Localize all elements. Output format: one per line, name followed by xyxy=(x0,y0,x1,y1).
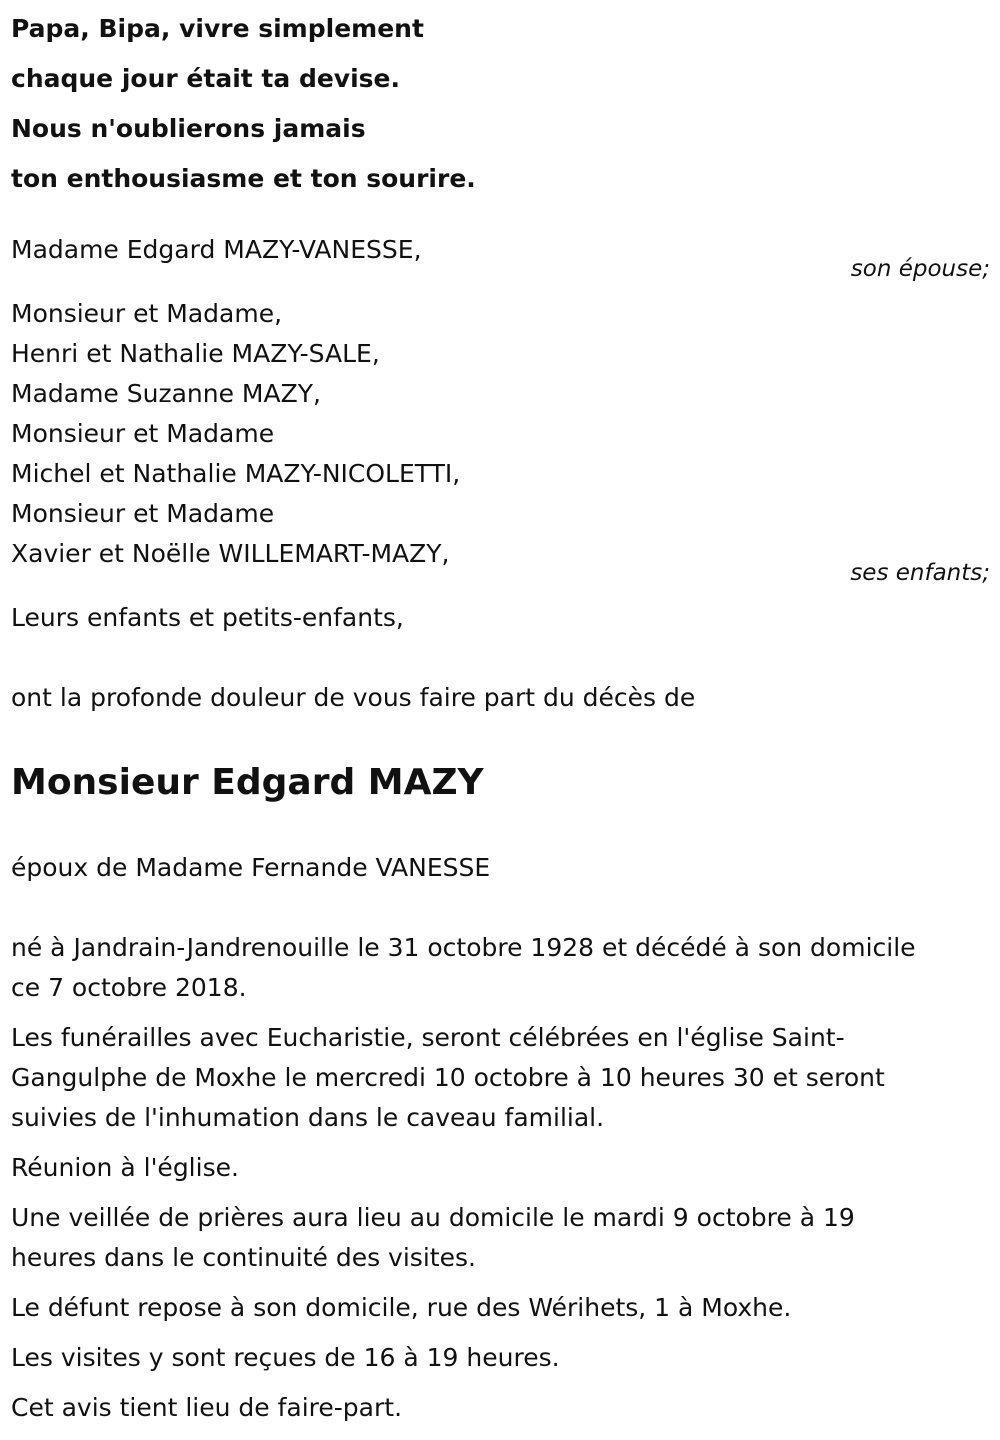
birth-death-paragraph xyxy=(11,928,990,1008)
motto-line: Nous n'oublierons jamais xyxy=(11,114,366,143)
born-line: né à Jandrain-Jandrenouille le 31 octobre 1928 et décédé à son domicile xyxy=(11,933,916,962)
vigil-line: heures dans le continuité des visites. xyxy=(11,1243,476,1272)
child-line: Monsieur et Madame xyxy=(11,419,275,448)
children-section xyxy=(11,294,990,588)
vigil-paragraph xyxy=(11,1198,990,1278)
funeral-line: Gangulphe de Moxhe le mercredi 10 octobre à 10 heures 30 et seront xyxy=(11,1063,885,1092)
motto xyxy=(11,4,990,204)
motto-line: chaque jour était ta devise. xyxy=(11,64,400,93)
repose: Le défunt repose à son domicile, rue des Wérihets, 1 à Moxhe. xyxy=(11,1293,792,1322)
child-line: Monsieur et Madame xyxy=(11,499,275,528)
spouse-section xyxy=(11,230,990,284)
spouse-line: Madame Edgard MAZY-VANESSE, xyxy=(11,235,422,264)
reunion: Réunion à l'église. xyxy=(11,1153,239,1182)
motto-line: Papa, Bipa, vivre simplement xyxy=(11,14,424,43)
children-role: ses enfants; xyxy=(850,560,990,586)
notice: Cet avis tient lieu de faire-part. xyxy=(11,1393,403,1422)
funeral-paragraph xyxy=(11,1018,990,1138)
child-line: Monsieur et Madame, xyxy=(11,299,283,328)
deceased-name: Monsieur Edgard MAZY xyxy=(11,762,484,803)
born-line: ce 7 octobre 2018. xyxy=(11,973,247,1002)
child-line: Madame Suzanne MAZY, xyxy=(11,379,321,408)
child-line: Xavier et Noëlle WILLEMART-MAZY, xyxy=(11,539,450,568)
visits: Les visites y sont reçues de 16 à 19 heures. xyxy=(11,1343,560,1372)
child-line: Henri et Nathalie MAZY-SALE, xyxy=(11,339,380,368)
funeral-line: Les funérailles avec Eucharistie, seront célébrées en l'église Saint- xyxy=(11,1023,845,1052)
funeral-line: suivies de l'inhumation dans le caveau familial. xyxy=(11,1103,605,1132)
announcement: ont la profonde douleur de vous faire part du décès de xyxy=(11,683,696,712)
child-line: Michel et Nathalie MAZY-NICOLETTI, xyxy=(11,459,461,488)
spouse-of: époux de Madame Fernande VANESSE xyxy=(11,853,491,882)
grandchildren-line: Leurs enfants et petits-enfants, xyxy=(11,603,404,632)
vigil-line: Une veillée de prières aura lieu au domicile le mardi 9 octobre à 19 xyxy=(11,1203,855,1232)
spouse-role: son épouse; xyxy=(850,256,990,282)
motto-line: ton enthousiasme et ton sourire. xyxy=(11,164,476,193)
